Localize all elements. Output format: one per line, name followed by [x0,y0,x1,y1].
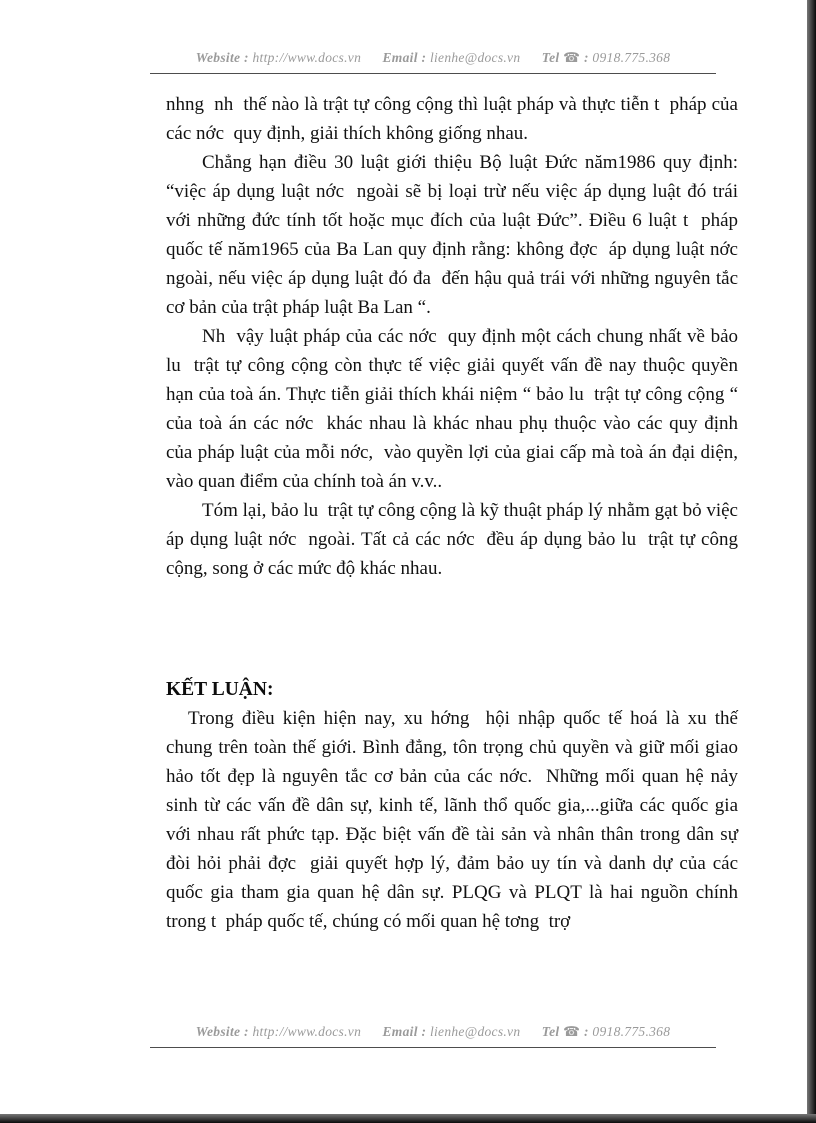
header-tel-value: 0918.775.368 [592,50,671,65]
header-email-label: Email [382,50,418,65]
footer-tel-value: 0918.775.368 [592,1024,671,1039]
footer-website-colon: : [243,1024,249,1039]
header-website-value[interactable]: http://www.docs.vn [252,50,362,65]
footer-email-label: Email [382,1024,418,1039]
header-email-colon: : [421,50,427,65]
paragraph: nhng nh thế nào là trật tự công cộng thì luật pháp và thực tiễn t pháp của các nớc quy định, giải thích không giống nhau. [166,94,743,144]
page-header [150,50,716,74]
phone-icon: ☎ [563,1024,581,1039]
footer-tel-colon: : [583,1024,589,1039]
header-email-value[interactable]: lienhe@docs.vn [429,50,521,65]
footer-email-value[interactable]: lienhe@docs.vn [429,1024,521,1039]
paragraph: Chẳng hạn điều 30 luật giới thiệu Bộ luật Đức năm1986 quy định: “việc áp dụng luật nớc ngoài sẽ bị loại trừ nếu việc áp dụng luật đó trái với những đức tính tốt hoặc mục đích của luật Đức”. Điều 6 luật t pháp quốc tế năm1965 của Ba Lan quy định rằng: không đợc áp dụng luật nớc ngoài, nếu việc áp dụng luật đó đa đến hậu quả trái với những nguyên tắc cơ bản của trật pháp luật Ba Lan “. [166,152,748,318]
document-body [166,90,748,936]
header-website-colon: : [243,50,249,65]
footer-tel-label: Tel [541,1024,560,1039]
page-footer [150,1024,716,1048]
paragraph: Tóm lại, bảo lu trật tự công cộng là kỹ thuật pháp lý nhằm gạt bỏ việc áp dụng luật nớc ngoài. Tất cả các nớc đều áp dụng bảo lu trật tự công cộng, song ở các mức độ khác nhau. [166,500,743,579]
header-website-label: Website [195,50,241,65]
footer-website-label: Website [195,1024,241,1039]
page-edge-shadow-bottom [0,1114,816,1123]
header-tel-label: Tel [541,50,560,65]
page-edge-shadow-right [807,0,816,1123]
conclusion-paragraph: Trong điều kiện hiện nay, xu hớng hội nhập quốc tế hoá là xu thế chung trên toàn thế giới. Bình đẳng, tôn trọng chủ quyền và giữ mối giao hảo tốt đẹp là nguyên tắc cơ bản của các nớc. Những mối quan hệ nảy sinh từ các vấn đề dân sự, kinh tế, lãnh thổ quốc gia,...giữa các quốc gia với nhau rất phức tạp. Đặc biệt vấn đề tài sản và nhân thân trong dân sự đòi hỏi phải đợc giải quyết hợp lý, đảm bảo uy tín và danh dự của các quốc gia tham gia quan hệ dân sự. PLQG và PLQT là hai nguồn chính trong t pháp quốc tế, chúng có mối quan hệ tơng trợ [166,708,743,932]
phone-icon: ☎ [563,50,581,65]
header-tel-colon: : [583,50,589,65]
conclusion-heading: KẾT LUẬN: [166,679,274,700]
footer-email-colon: : [421,1024,427,1039]
footer-website-value[interactable]: http://www.docs.vn [252,1024,362,1039]
paragraph: Nh vậy luật pháp của các nớc quy định một cách chung nhất về bảo lu trật tự công cộng còn thực tế việc giải quyết vấn đề nay thuộc quyền hạn của toà án. Thực tiễn giải thích khái niệm “ bảo lu trật tự công cộng “ của toà án các nớc khác nhau là khác nhau phụ thuộc vào các quy định của pháp luật của mỗi nớc, vào quyền lợi của giai cấp mà toà án đại diện, vào quan điểm của chính toà án v.v.. [166,326,743,492]
